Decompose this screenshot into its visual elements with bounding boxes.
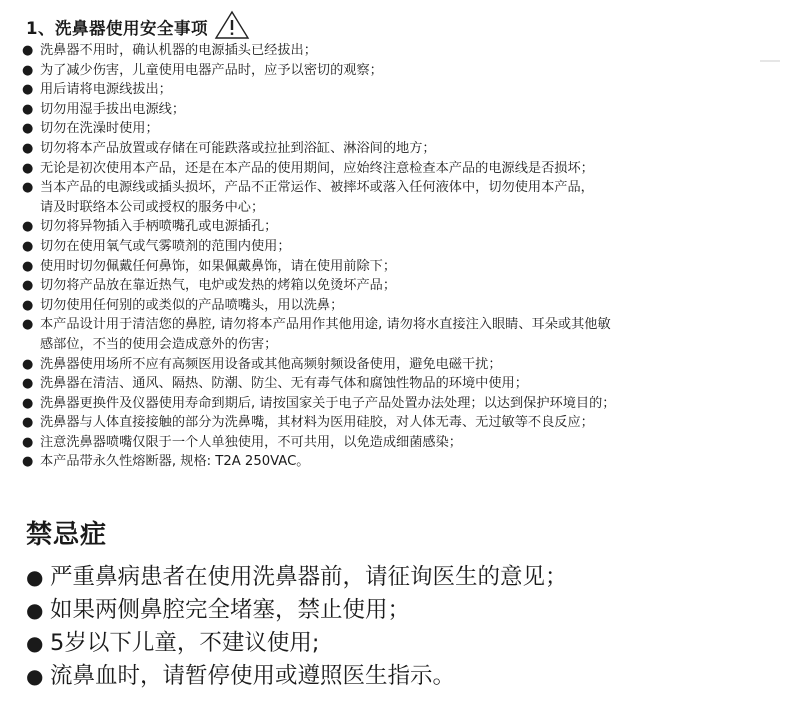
safety-item-text: 切勿将本产品放置或存储在可能跌落或拉扯到浴缸、淋浴间的地方； xyxy=(40,140,436,156)
safety-list-item xyxy=(20,276,790,296)
safety-list xyxy=(20,41,790,472)
safety-list-item xyxy=(20,374,790,394)
safety-item-text: 切勿使用任何别的或类似的产品喷嘴头，用以洗鼻； xyxy=(40,297,344,313)
bullet-icon: ● xyxy=(22,160,34,176)
section-2-title: 禁忌症 xyxy=(26,520,108,550)
safety-item-text: 洗鼻器更换件及仪器使用寿命到期后, 请按国家关于电子产品处置办法处理；以达到保护环境目的； xyxy=(40,395,616,411)
safety-list-item xyxy=(20,80,790,100)
safety-list-item xyxy=(20,296,790,316)
safety-item-text: 本产品带永久性熔断器, 规格: T2A 250VAC。 xyxy=(40,454,310,470)
safety-item-text: 洗鼻器使用场所不应有高频医用设备或其他高频射频设备使用，避免电磁干扰； xyxy=(40,356,502,372)
safety-list-item xyxy=(20,61,790,81)
bullet-icon: ● xyxy=(22,219,34,235)
safety-list-item xyxy=(20,100,790,120)
bullet-icon: ● xyxy=(22,376,34,392)
safety-list-item xyxy=(20,355,790,375)
safety-item-text: 感部位，不当的使用会造成意外的伤害； xyxy=(40,336,278,352)
bullet-icon: ● xyxy=(22,62,34,78)
bullet-icon: ● xyxy=(22,82,34,98)
bullet-icon: ● xyxy=(26,565,44,589)
bullet-icon: ● xyxy=(22,101,34,117)
bullet-icon: ● xyxy=(22,43,34,58)
safety-list-item xyxy=(20,41,790,61)
bullet-icon: ● xyxy=(26,598,44,622)
contraindication-item xyxy=(26,660,568,693)
contraindication-text: 5岁以下儿童，不建议使用; xyxy=(50,630,320,656)
bullet-icon: ● xyxy=(26,631,44,655)
safety-item-text: 无论是初次使用本产品，还是在本产品的使用期间，应始终注意检查本产品的电源线是否损坏； xyxy=(40,160,594,176)
safety-list-item xyxy=(20,394,790,414)
contraindications-list xyxy=(26,561,568,693)
safety-item-text: 使用时切勿佩戴任何鼻饰，如果佩戴鼻饰，请在使用前除下； xyxy=(40,258,397,274)
safety-item-text: 请及时联络本公司或授权的服务中心； xyxy=(40,199,265,215)
bullet-icon: ● xyxy=(22,454,34,470)
safety-item-text: 洗鼻器不用时，确认机器的电源插头已经拔出； xyxy=(40,43,317,58)
contraindication-text: 流鼻血时，请暂停使用或遵照医生指示。 xyxy=(50,663,456,689)
section-1-title: 1、洗鼻器使用安全事项 xyxy=(26,19,208,38)
safety-list-item xyxy=(20,433,790,453)
safety-item-text: 本产品设计用于清洁您的鼻腔, 请勿将本产品用作其他用途, 请勿将水直接注入眼睛、耳朵或其他敏 xyxy=(40,317,611,333)
contraindication-item xyxy=(26,627,568,660)
contraindication-text: 严重鼻病患者在使用洗鼻器前，请征询医生的意见； xyxy=(50,564,568,590)
bullet-icon: ● xyxy=(22,278,34,294)
safety-item-text: 切勿将异物插入手柄喷嘴孔或电源插孔； xyxy=(40,219,278,235)
bullet-icon: ● xyxy=(22,297,34,313)
bullet-icon: ● xyxy=(22,395,34,411)
bullet-icon: ● xyxy=(26,664,44,688)
safety-item-text: 切勿在洗澡时使用； xyxy=(40,121,159,137)
safety-list-item xyxy=(20,139,790,159)
safety-item-text: 用后请将电源线拔出； xyxy=(40,82,172,98)
bullet-icon: ● xyxy=(22,415,34,431)
bullet-icon: ● xyxy=(22,140,34,156)
safety-item-text: 切勿在使用氧气或气雾喷剂的范围内使用； xyxy=(40,238,291,254)
safety-list-item xyxy=(20,257,790,277)
contraindication-item xyxy=(26,594,568,627)
safety-list-item xyxy=(20,315,790,354)
contraindication-item xyxy=(26,561,568,594)
safety-list-item xyxy=(20,119,790,139)
safety-list-item xyxy=(20,217,790,237)
safety-item-text: 切勿将产品放在靠近热气，电炉或发热的烤箱以免烫坏产品； xyxy=(40,278,397,294)
contraindication-text: 如果两侧鼻腔完全堵塞，禁止使用； xyxy=(50,597,411,623)
safety-list-item xyxy=(20,178,790,217)
warning-triangle-icon xyxy=(214,10,250,44)
bullet-icon: ● xyxy=(22,317,34,333)
safety-item-text: 洗鼻器与人体直接接触的部分为洗鼻嘴，其材料为医用硅胶，对人体无毒、无过敏等不良反应； xyxy=(40,415,594,431)
section-1-heading xyxy=(26,10,250,44)
safety-list-item xyxy=(20,413,790,433)
safety-item-text: 当本产品的电源线或插头损坏，产品不正常运作、被摔坏或落入任何液体中，切勿使用本产品， xyxy=(40,180,594,196)
safety-item-text: 为了减少伤害，儿童使用电器产品时，应予以密切的观察； xyxy=(40,62,383,78)
safety-item-text: 切勿用湿手拔出电源线； xyxy=(40,101,186,117)
safety-list-item xyxy=(20,237,790,257)
safety-item-text: 洗鼻器在清洁、通风、隔热、防潮、防尘、无有毒气体和腐蚀性物品的环境中使用； xyxy=(40,376,528,392)
safety-item-text: 注意洗鼻器喷嘴仅限于一个人单独使用，不可共用，以免造成细菌感染； xyxy=(40,434,462,450)
bullet-icon: ● xyxy=(22,434,34,450)
safety-list-item xyxy=(20,452,790,472)
bullet-icon: ● xyxy=(22,356,34,372)
bullet-icon: ● xyxy=(22,258,34,274)
bullet-icon: ● xyxy=(22,121,34,137)
bullet-icon: ● xyxy=(22,238,34,254)
safety-list-item xyxy=(20,159,790,179)
bullet-icon: ● xyxy=(22,180,34,196)
